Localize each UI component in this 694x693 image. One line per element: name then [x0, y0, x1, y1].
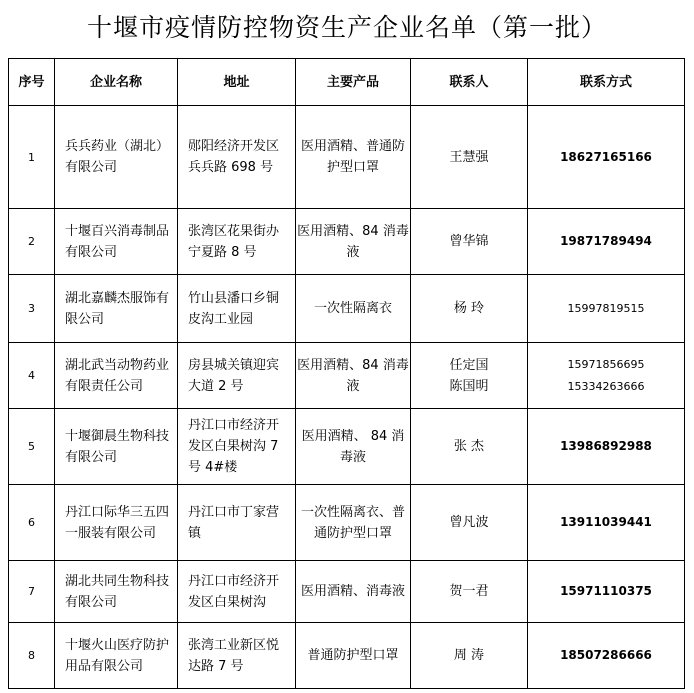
cell-index: 2	[9, 209, 55, 275]
cell-address: 丹江口市丁家营镇	[178, 485, 296, 561]
contact-name: 杨 玲	[453, 301, 485, 316]
header-address: 地址	[178, 59, 296, 106]
contact-name: 周 涛	[453, 648, 485, 663]
cell-products: 一次性隔离衣	[296, 275, 411, 343]
contact-name: 曾凡波	[449, 515, 489, 530]
cell-company: 十堰御晨生物科技有限公司	[55, 409, 178, 485]
cell-products: 医用酒精、 84 消毒液	[296, 409, 411, 485]
contact-name: 曾华锦	[449, 234, 489, 249]
cell-address: 郧阳经济开发区兵兵路 698 号	[178, 106, 296, 209]
contact-name: 贺一君	[449, 584, 489, 599]
table-row	[9, 343, 685, 409]
cell-index: 1	[9, 106, 55, 209]
contact-name: 王慧强	[449, 149, 489, 165]
table-body	[9, 106, 685, 689]
cell-address: 丹江口市经济开发区白果树沟	[178, 561, 296, 623]
phone-number: 18507286666	[560, 648, 652, 662]
cell-contact	[411, 623, 528, 689]
cell-phone	[528, 561, 685, 623]
cell-index: 7	[9, 561, 55, 623]
phone-number: 13911039441	[560, 515, 652, 529]
cell-company: 十堰火山医疗防护用品有限公司	[55, 623, 178, 689]
enterprise-table	[8, 58, 685, 689]
page-title: 十堰市疫情防控物资生产企业名单（第一批）	[86, 13, 607, 42]
cell-index: 3	[9, 275, 55, 343]
cell-phone	[528, 209, 685, 275]
cell-contact	[411, 561, 528, 623]
cell-products: 医用酒精、普通防护型口罩	[296, 106, 411, 209]
cell-products: 医用酒精、84 消毒液	[296, 343, 411, 409]
header-contact: 联系人	[411, 59, 528, 106]
cell-contact	[411, 275, 528, 343]
cell-index: 4	[9, 343, 55, 409]
cell-index: 6	[9, 485, 55, 561]
table-row	[9, 485, 685, 561]
cell-index: 8	[9, 623, 55, 689]
cell-company: 湖北嘉麟杰服饰有限公司	[55, 275, 178, 343]
contact-name: 陈国明	[449, 378, 489, 394]
cell-contact	[411, 485, 528, 561]
cell-phone	[528, 485, 685, 561]
cell-products: 一次性隔离衣、普通防护型口罩	[296, 485, 411, 561]
header-products: 主要产品	[296, 59, 411, 106]
cell-contact	[411, 106, 528, 209]
phone-number: 15971110375	[560, 584, 652, 598]
cell-address: 竹山县潘口乡铜皮沟工业园	[178, 275, 296, 343]
table-row	[9, 409, 685, 485]
table-row	[9, 561, 685, 623]
table-row	[9, 623, 685, 689]
contact-name: 张 杰	[453, 439, 485, 454]
table-row	[9, 106, 685, 209]
phone-number: 15334263666	[567, 379, 645, 393]
cell-company: 湖北共同生物科技有限公司	[55, 561, 178, 623]
cell-contact	[411, 343, 528, 409]
phone-number: 13986892988	[560, 439, 652, 453]
phone-number: 15997819515	[567, 301, 645, 315]
cell-phone	[528, 623, 685, 689]
cell-company: 丹江口际华三五四一服装有限公司	[55, 485, 178, 561]
cell-address: 丹江口市经济开发区白果树沟 7 号 4#楼	[178, 409, 296, 485]
cell-products: 普通防护型口罩	[296, 623, 411, 689]
cell-phone	[528, 275, 685, 343]
cell-phone	[528, 343, 685, 409]
header-phone: 联系方式	[528, 59, 685, 106]
phone-number: 19871789494	[560, 234, 652, 248]
cell-products: 医用酒精、84 消毒液	[296, 209, 411, 275]
contact-name: 任定国	[449, 357, 489, 373]
header-company: 企业名称	[55, 59, 178, 106]
cell-products: 医用酒精、消毒液	[296, 561, 411, 623]
phone-number: 18627165166	[560, 149, 652, 164]
cell-contact	[411, 409, 528, 485]
table-row	[9, 209, 685, 275]
cell-address: 张湾区花果街办宁夏路 8 号	[178, 209, 296, 275]
cell-contact	[411, 209, 528, 275]
cell-address: 张湾工业新区悦达路 7 号	[178, 623, 296, 689]
cell-index: 5	[9, 409, 55, 485]
table-row	[9, 275, 685, 343]
cell-company: 十堰百兴消毒制品有限公司	[55, 209, 178, 275]
cell-phone	[528, 106, 685, 209]
cell-company: 兵兵药业（湖北）有限公司	[55, 106, 178, 209]
cell-phone	[528, 409, 685, 485]
table-header-row	[9, 59, 685, 106]
cell-company: 湖北武当动物药业有限责任公司	[55, 343, 178, 409]
header-index: 序号	[9, 59, 55, 106]
phone-number: 15971856695	[567, 357, 645, 371]
cell-address: 房县城关镇迎宾大道 2 号	[178, 343, 296, 409]
